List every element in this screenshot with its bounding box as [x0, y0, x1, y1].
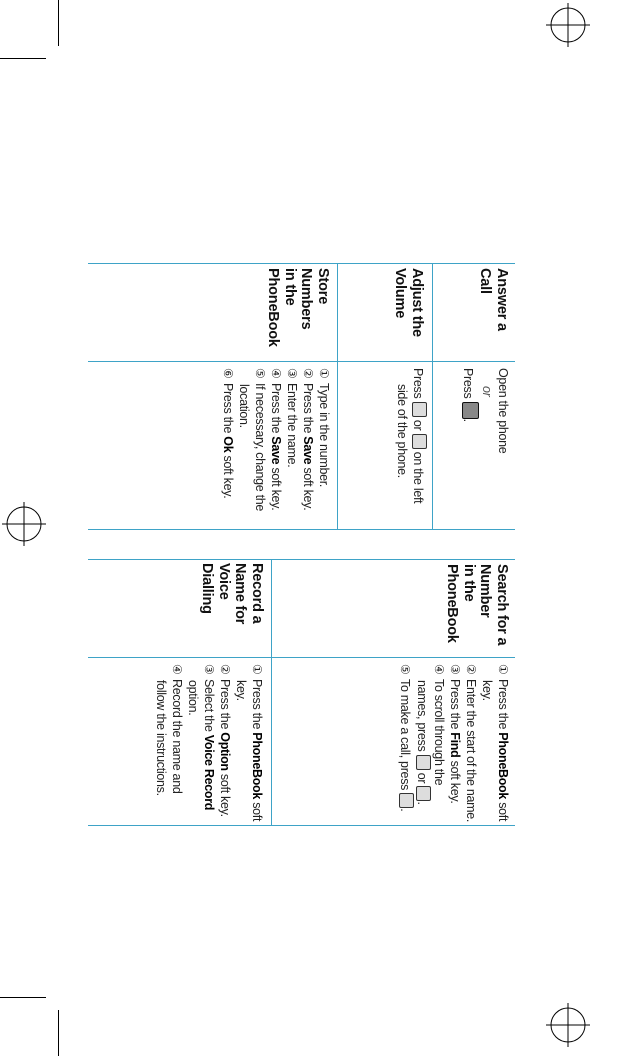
upper-instruction-card [88, 263, 515, 530]
step-number: ③ [448, 664, 462, 675]
step-text: soft key. [221, 452, 235, 499]
step-number: ③ [202, 664, 216, 675]
step-text: Enter the start of the name. [464, 679, 478, 823]
send-key-icon [462, 402, 479, 419]
step-number: ③ [285, 368, 299, 379]
crop-mark [58, 1010, 59, 1056]
key-name: Save [301, 436, 315, 465]
instruction-step [153, 664, 185, 824]
key-name: Ok [221, 436, 235, 453]
instruction-step [284, 368, 300, 526]
key-name: Find [448, 732, 462, 758]
crop-mark [0, 58, 46, 59]
instruction-step [397, 664, 414, 824]
step-number: ① [496, 664, 510, 675]
volume-down-key-icon [412, 434, 427, 449]
step-text: soft key. [269, 464, 283, 511]
step-text: Press the [448, 679, 462, 733]
step-text: . [415, 801, 429, 805]
step-text: . [398, 808, 412, 812]
step-text: To make a call, press [398, 679, 412, 794]
instruction-step [316, 368, 332, 526]
step-number: ⑤ [398, 664, 412, 675]
step-text: To scroll through the names, press [415, 679, 446, 786]
step-text: Press the [301, 383, 315, 437]
step-number: ⑤ [253, 368, 267, 379]
step-text: Record the name and follow the instructions. [154, 679, 184, 796]
instruction-step [233, 664, 265, 824]
step-text: soft key. [301, 464, 315, 511]
instruction-step [414, 664, 447, 824]
step-number: ② [301, 368, 315, 379]
send-key-icon [399, 793, 414, 808]
scroll-up-key-icon [416, 755, 431, 770]
step-number: ④ [432, 664, 446, 675]
row-label-record-voice: Record a Name for Voice Dialling [199, 563, 265, 625]
instruction-step [268, 368, 284, 526]
row-label-adjust-volume: Adjust the Volume [392, 268, 425, 337]
row-label-answer-call: Answer a Call [477, 268, 510, 331]
crop-mark [58, 0, 59, 46]
key-name: Save [269, 436, 283, 465]
row-label-store-numbers: Store Numbers in the PhoneBook [265, 268, 331, 347]
key-name: PhoneBook [250, 732, 264, 800]
step-number: ④ [269, 368, 283, 379]
step-text: option. [186, 680, 200, 716]
key-name: Option [218, 732, 232, 771]
adjust-volume-instructions: Press or on the left side of the phone. [395, 368, 425, 504]
instruction-step [300, 368, 316, 526]
lower-instruction-card [88, 559, 515, 826]
row-label-search-number: Search for a Number in the PhoneBook [444, 564, 510, 646]
step-text: soft key. [480, 680, 510, 822]
search-number-instructions [397, 664, 511, 824]
step-text: Press the [221, 383, 235, 437]
store-numbers-instructions [220, 368, 332, 526]
step-text: Type in the number. [317, 383, 331, 488]
instruction-step [463, 664, 479, 824]
answer-call-instructions: Open the phone or Press . [461, 368, 510, 454]
step-text: Press the [496, 679, 510, 733]
step-number: ② [218, 664, 232, 675]
scroll-down-key-icon [416, 786, 431, 801]
instruction-step [479, 664, 511, 824]
step-text: Enter the name. [285, 383, 299, 468]
step-number: ⑥ [221, 368, 235, 379]
crop-mark [0, 997, 46, 998]
instruction-step [217, 664, 233, 824]
volume-up-key-icon [412, 402, 427, 417]
registration-mark-icon [546, 1003, 590, 1047]
key-name: Voice Record [202, 734, 216, 811]
instruction-step [220, 368, 236, 526]
step-number: ② [464, 664, 478, 675]
instruction-step [185, 664, 217, 824]
step-text: Select the [202, 679, 216, 735]
step-text: Press the [269, 383, 283, 437]
instruction-step [236, 368, 268, 526]
step-text: soft key. [234, 680, 264, 822]
registration-mark-icon [546, 3, 590, 47]
key-name: PhoneBook [496, 732, 510, 800]
step-text: or [415, 769, 429, 787]
record-name-instructions [153, 664, 265, 824]
step-number: ④ [170, 664, 184, 675]
step-number: ① [250, 664, 264, 675]
registration-mark-icon [2, 502, 46, 546]
instruction-step [447, 664, 463, 824]
step-text: Press the [250, 679, 264, 733]
step-text: soft key. [448, 757, 462, 804]
step-text: If necessary, change the location. [237, 383, 267, 512]
step-number: ① [317, 368, 331, 379]
step-text: soft key. [218, 770, 232, 817]
step-text: Press the [218, 679, 232, 733]
